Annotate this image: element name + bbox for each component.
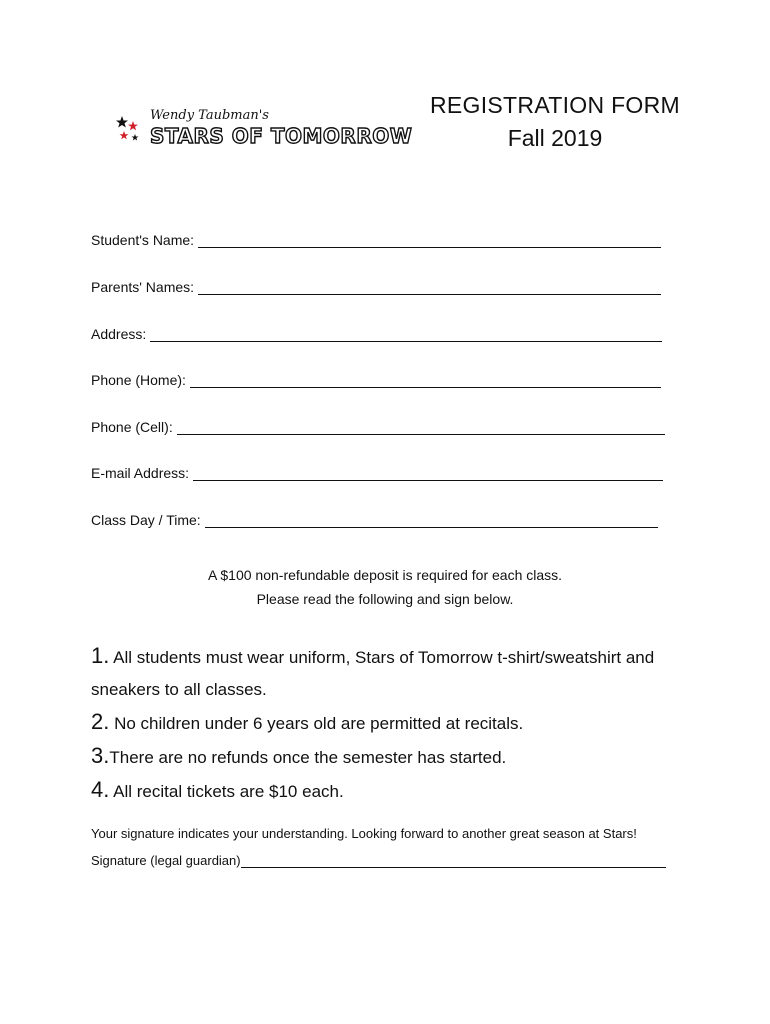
signature-note: Your signature indicates your understanding. Looking forward to another great season at Stars! xyxy=(91,826,637,841)
rule-text: There are no refunds once the semester has started. xyxy=(109,748,507,767)
field-label: Class Day / Time: xyxy=(91,512,201,528)
students-name-field xyxy=(91,232,661,248)
rule-text: All recital tickets are $10 each. xyxy=(109,782,344,801)
rule-number: 2. xyxy=(91,709,110,734)
rule-item xyxy=(91,706,691,740)
rule-number: 3. xyxy=(91,743,110,768)
phone-home-field xyxy=(91,372,661,388)
phone-cell-field xyxy=(91,419,665,435)
rule-item xyxy=(91,774,691,808)
email-input-line[interactable] xyxy=(193,466,663,481)
star-black-icon xyxy=(116,116,128,128)
signature-input-line[interactable] xyxy=(241,853,666,868)
signature-field xyxy=(91,853,666,868)
field-label: Phone (Home): xyxy=(91,372,186,388)
field-label: Student's Name: xyxy=(91,232,195,248)
logo-script-text: Wendy Taubman's xyxy=(150,108,269,123)
star-red-small-icon xyxy=(120,131,129,139)
field-label: Phone (Cell): xyxy=(91,419,173,435)
title-block xyxy=(420,92,690,152)
field-label: E-mail Address: xyxy=(91,465,190,481)
star-red-icon xyxy=(128,121,138,130)
class-day-time-input-line[interactable] xyxy=(205,513,658,528)
rule-item xyxy=(91,640,691,706)
address-field xyxy=(91,326,662,342)
read-notice: Please read the following and sign below. xyxy=(256,591,514,607)
rule-number: 1. xyxy=(91,643,110,668)
star-black-small-icon xyxy=(132,134,139,141)
phone-home-input-line[interactable] xyxy=(190,373,661,388)
logo-wordmark: STARS OF TOMORROW xyxy=(150,124,413,148)
rule-text: All students must wear uniform, Stars of Tomorrow t-shirt/sweatshirt and sneakers to all classes. xyxy=(91,648,655,699)
parents-names-field xyxy=(91,279,661,295)
field-label: Address: xyxy=(91,326,147,342)
stars-logo-icon xyxy=(116,114,144,144)
email-field xyxy=(91,465,663,481)
phone-cell-input-line[interactable] xyxy=(177,420,665,435)
class-day-time-field xyxy=(91,512,658,528)
address-input-line[interactable] xyxy=(150,327,662,342)
form-subtitle: Fall 2019 xyxy=(507,125,603,151)
students-name-input-line[interactable] xyxy=(198,233,661,248)
rule-text: No children under 6 years old are permitted at recitals. xyxy=(109,714,524,733)
signature-label: Signature (legal guardian) xyxy=(91,853,241,868)
parents-names-input-line[interactable] xyxy=(198,280,661,295)
company-logo xyxy=(116,108,416,152)
form-title: REGISTRATION FORM xyxy=(429,92,680,118)
rule-number: 4. xyxy=(91,777,110,802)
field-label: Parents' Names: xyxy=(91,279,195,295)
rule-item xyxy=(91,740,691,774)
deposit-notice: A $100 non-refundable deposit is required for each class. xyxy=(207,567,563,583)
rules-list xyxy=(91,640,691,808)
